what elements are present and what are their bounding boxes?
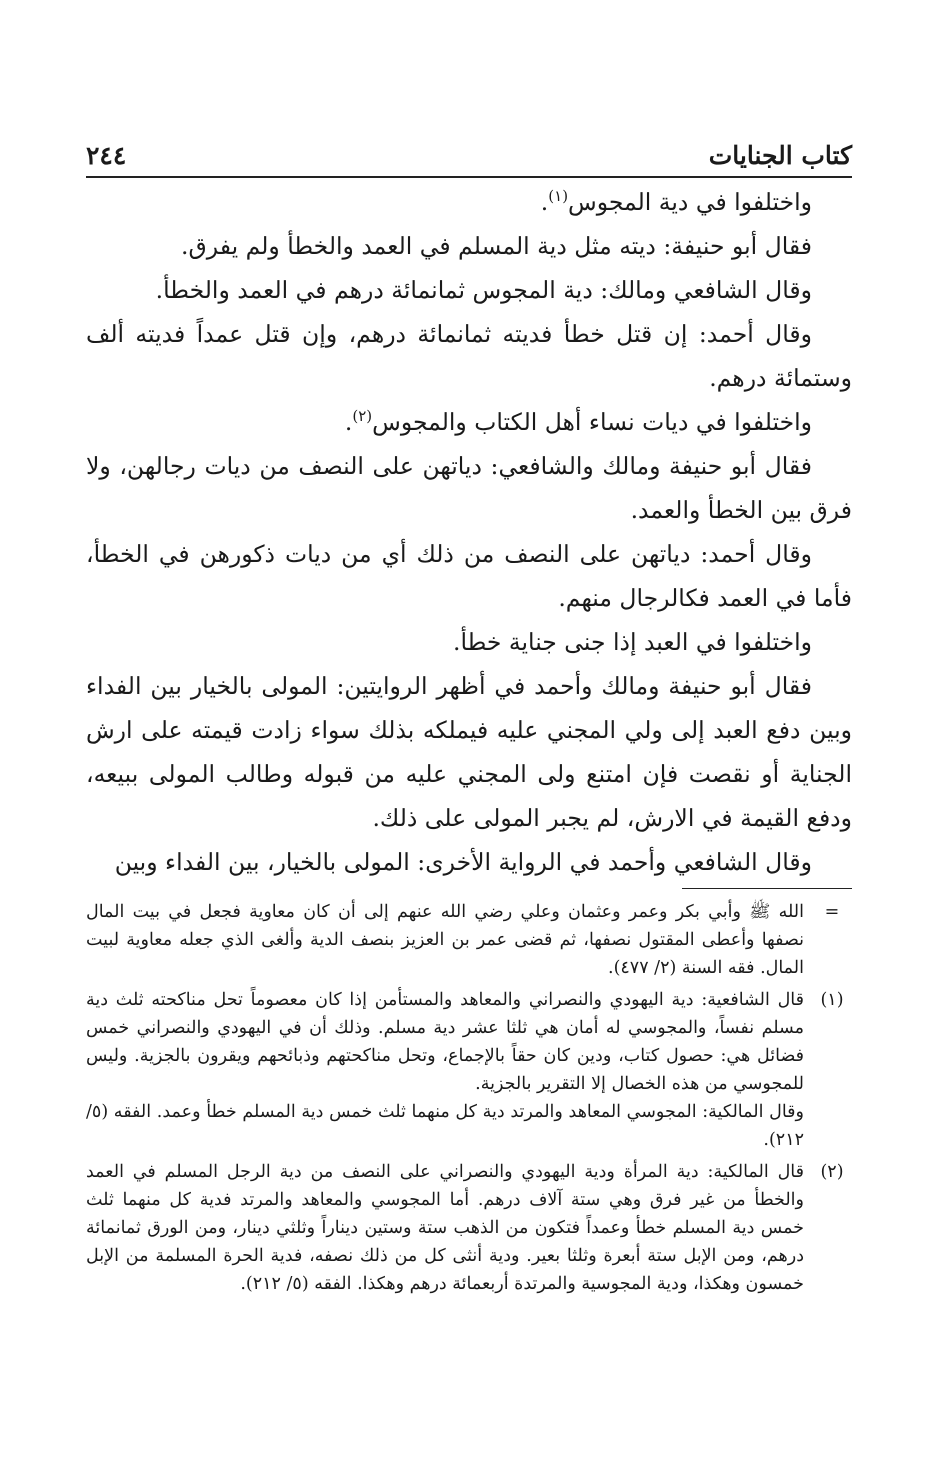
footnote-continuation	[86, 898, 852, 982]
paragraph: فقال أبو حنيفة: ديته مثل دية المسلم في العمد والخطأ ولم يفرق.	[181, 232, 812, 260]
footnote-ref-1[interactable]: (١)	[548, 187, 569, 206]
footnote-ref-2[interactable]: (٢)	[352, 407, 373, 426]
footnote-number: (١)	[820, 990, 844, 1010]
paragraph	[86, 180, 852, 224]
paragraph: وقال أحمد: إن قتل خطأ فديته ثمانمائة درهم، وإن قتل عمداً فديته ألف وستمائة درهم.	[86, 320, 852, 392]
paragraph-end: .	[540, 188, 549, 216]
footnote-divider	[682, 888, 852, 889]
page-header	[86, 130, 852, 178]
footnote-1	[86, 986, 852, 1154]
footnote-text: قال الشافعية: دية اليهودي والنصراني والمعاهد والمستأمن إذا كان معصوماً تحل مناكحته ثلث دية مسلم نفساً، والمجوسي له أمان هي ثلثا عشر دية مسلم. وذلك أن في اليهودي والنصراني خمس فضائل هي: حصول كتاب، ودين كان حقاً بالإجماع، وتحل مناكحتهم وذبائحهم ويقرون بالجزية. وليس للمجوسي من هذه الخصال إلا التقرير بالجزية.	[86, 990, 804, 1094]
paragraph: وقال الشافعي وأحمد في الرواية الأخرى: المولى بالخيار، بين الفداء وبين	[114, 848, 812, 876]
footnote-2	[86, 1158, 852, 1298]
footnote-text: قال المالكية: دية المرأة ودية اليهودي والنصراني على النصف من دية الرجل المسلم في العمد والخطأ من غير فرق وهي ستة آلاف درهم. أما المجوسي والمعاهد والمرتد فدية كل منهما ثلث خمس دية المسلم خطأ وعمداً فتكون من الذهب ستة وستين ديناراً وثلثي دينار، ومن الورق ثمانمائة درهم، ومن الإبل ستة أبعرة وثلثا بعير. ودية أنثى كل من ذلك نصفه، فدية الحرة المسلمة من الإبل خمسون وهكذا، ودية المجوسية والمرتدة أربعمائة درهم وهكذا. الفقه (٥/ ٢١٢).	[86, 1162, 804, 1294]
paragraph: فقال أبو حنيفة ومالك والشافعي: دياتهن على النصف من ديات رجالهن، ولا فرق بين الخطأ والعمد.	[86, 452, 852, 524]
paragraph-end: .	[344, 408, 353, 436]
paragraph: وقال أحمد: دياتهن على النصف من ذلك أي من ديات ذكورهن في الخطأ، فأما في العمد فكالرجال منهم.	[86, 540, 852, 612]
paragraph-text: واختلفوا في دية المجوس	[568, 188, 812, 216]
footnote-text: الله ﷺ وأبي بكر وعمر وعثمان وعلي رضي الله عنهم إلى أن كان معاوية فجعل في بيت المال نصفها وأعطى المقتول نصفها، ثم قضى عمر بن العزيز بنصف الدية وألغى الذي جعله معاوية لبيت المال. فقه السنة (٢/ ٤٧٧).	[86, 902, 804, 978]
continuation-mark: =	[824, 902, 840, 922]
chapter-title: كتاب الجنايات	[708, 141, 852, 170]
paragraph: واختلفوا في العبد إذا جنى جناية خطأ.	[452, 628, 812, 656]
footnote-text: وقال المالكية: المجوسي المعاهد والمرتد دية كل منهما ثلث خمس دية المسلم خطأ وعمد. الفقه (٥/ ٢١٢).	[86, 1102, 804, 1150]
footnotes	[86, 898, 852, 1302]
paragraph: فقال أبو حنيفة ومالك وأحمد في أظهر الروايتين: المولى بالخيار بين الفداء وبين دفع العبد إلى ولي المجني عليه فيملكه بذلك سواء زادت قيمته على ارش الجناية أو نقصت فإن امتنع ولى المجني عليه من قبوله وطالب المولى ببيعه، ودفع القيمة في الارش، لم يجبر المولى على ذلك.	[86, 672, 852, 832]
footnote-number: (٢)	[820, 1162, 844, 1182]
main-text	[86, 180, 852, 884]
paragraph-text: واختلفوا في ديات نساء أهل الكتاب والمجوس	[372, 408, 812, 436]
paragraph	[86, 400, 852, 444]
paragraph: وقال الشافعي ومالك: دية المجوس ثمانمائة درهم في العمد والخطأ.	[155, 276, 812, 304]
page-number: ٢٤٤	[86, 141, 127, 170]
